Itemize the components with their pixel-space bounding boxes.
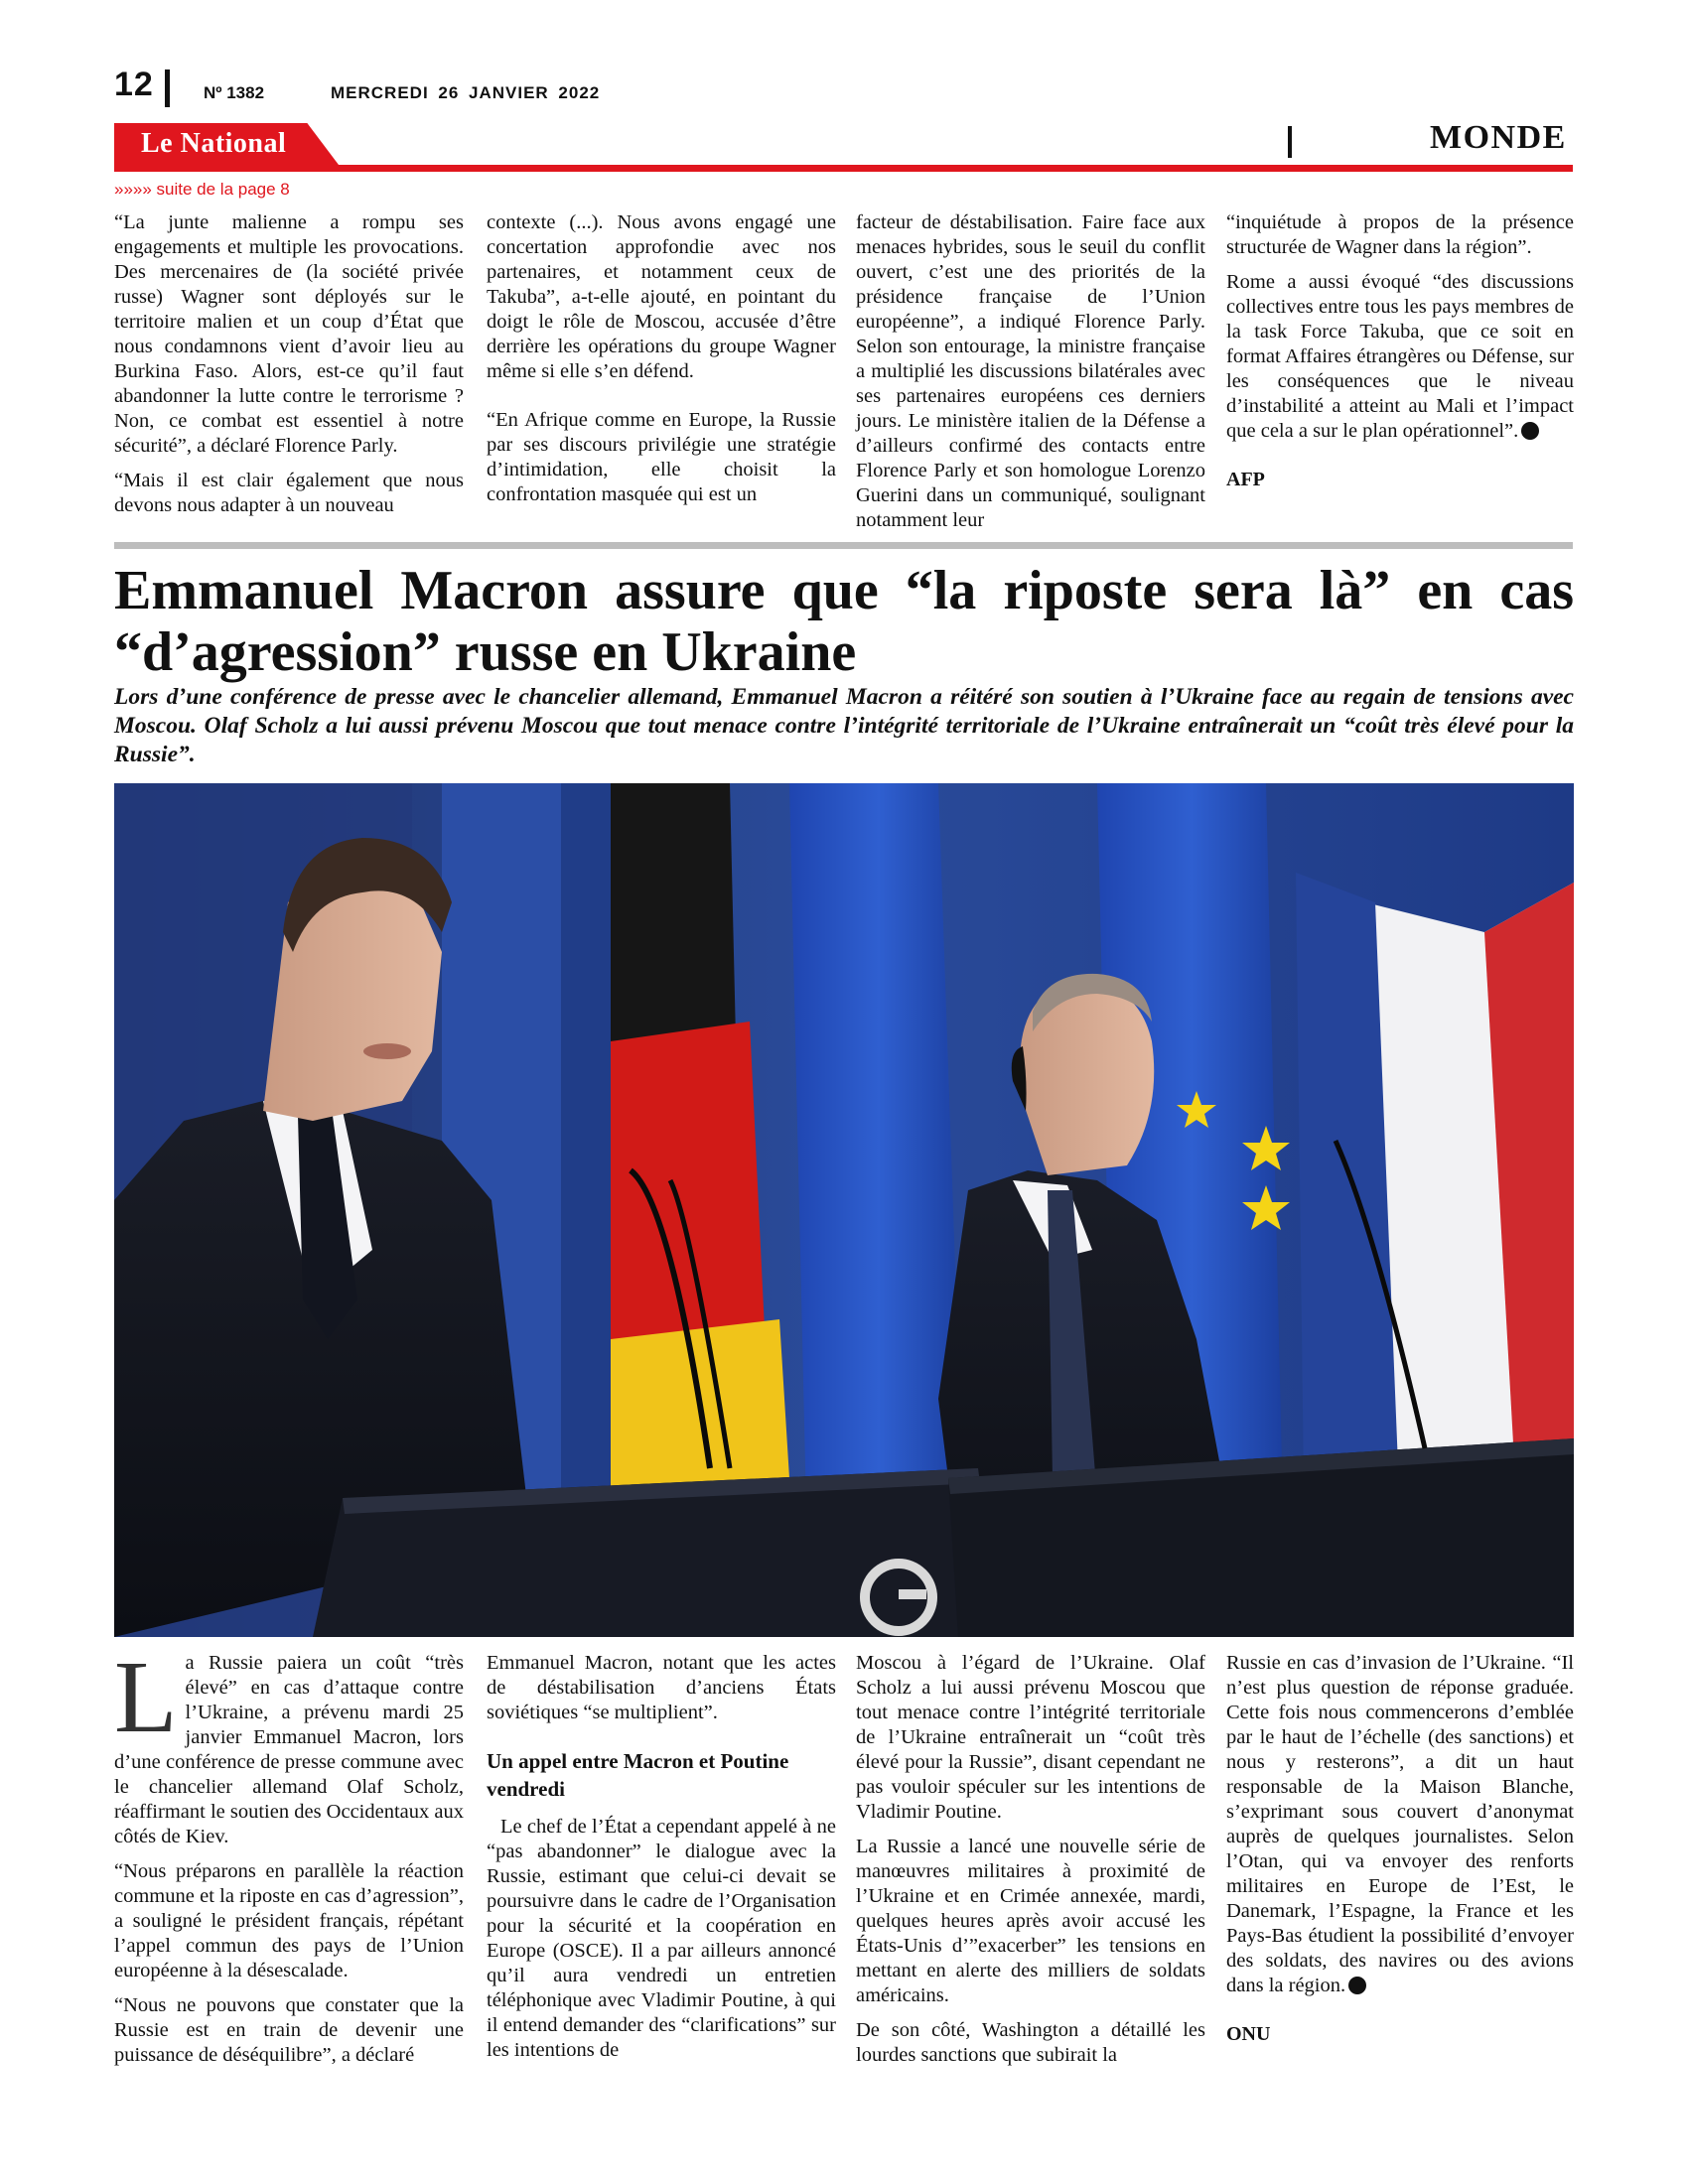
main-article-column-2 — [487, 1651, 836, 2073]
header-rule — [114, 165, 1573, 172]
paragraph: “En Afrique comme en Europe, la Russie par ses discours privilégie une stratégie d’intimidation, elle choisit la confrontation masquée qui est un — [487, 409, 836, 505]
page-number-divider — [165, 69, 170, 107]
paragraph: De son côté, Washington a détaillé les lourdes sanctions que subirait la — [856, 2019, 1205, 2066]
top-article-column-4 — [1226, 210, 1574, 502]
standfirst: Lors d’une conférence de presse avec le chancelier allemand, Emmanuel Macron a réitéré son soutien à l’Ukraine face au regain de tensions avec Moscou. Olaf Scholz a lui aussi prévenu Moscou que tout menace contre l’intégrité territoriale de l’Ukraine entraînerait un “coût très élevé pour la Russie”. — [114, 684, 1574, 767]
continued-from-link[interactable]: »»»» suite de la page 8 — [114, 180, 290, 199]
issue-number: Nº 1382 — [204, 83, 265, 102]
article-separator — [114, 542, 1573, 549]
top-article-column-2 — [487, 210, 836, 517]
subheading: Un appel entre Macron et Poutine vendredi — [487, 1749, 789, 1801]
press-conference-photo — [114, 783, 1574, 1637]
section-divider — [1288, 126, 1292, 158]
main-article-column-3 — [856, 1651, 1205, 2078]
main-article-column-1 — [114, 1640, 464, 2078]
top-article-column-3 — [856, 210, 1205, 543]
newspaper-logo-text: Le National — [141, 128, 287, 159]
paragraph: Moscou à l’égard de l’Ukraine. Olaf Scholz a lui aussi prévenu Moscou que tout menace contre l’intégrité territoriale de l’Ukraine entraînerait un “coût très élevé pour la Russie”, disant cependant ne pas vouloir spéculer sur les intentions de Vladimir Poutine. — [856, 1652, 1205, 1823]
paragraph: facteur de déstabilisation. Faire face aux menaces hybrides, sous le seuil du conflit ouvert, c’est une des priorités de la présidence française de l’Union européenne”, a indiqué Florence Parly. Selon son entourage, la ministre française a multiplié les discussions bilatérales avec ses partenaires européens ces derniers jours. Le ministère italien de la Défense a d’ailleurs confirmé des contacts entre Florence Parly et son homologue Lorenzo Guerini dans un communiqué, soulignant notamment leur — [856, 211, 1205, 531]
end-of-article-icon — [1521, 422, 1539, 440]
paragraph-text: Rome a aussi évoqué “des discussions collectives entre tous les pays membres de la task Force Takuba, que ce soit en format Affaires étrangères ou Défense, sur les conséquences que le niveau d’instabilité a atteint au Mali et l’impact que cela a sur le plan opérationnel”. — [1226, 271, 1574, 442]
paragraph: La Russie a lancé une nouvelle série de manœuvres militaires à proximité de l’Ukraine et en Crimée annexée, mardi, quelques heures après avoir accusé les États-Unis d’”exacerber” les tensions en mettant en alerte des milliers de soldats américains. — [856, 1836, 1205, 2006]
top-article-column-1 — [114, 210, 464, 528]
article-photo — [114, 783, 1574, 1637]
paragraph: Le chef de l’État a cependant appelé à ne “pas abandonner” le dialogue avec la Russie, estimant que celui-ci devait se poursuivre dans le cadre de l’Organisation pour la sécurité et la coopération en Europe (OSCE). Il a par ailleurs annoncé qu’il aura vendredi un entretien téléphonique avec Vladimir Poutine, à qui il entend demander des “clarifications” sur les intentions de — [487, 1816, 836, 2061]
end-of-article-icon — [1348, 1977, 1366, 1994]
paragraph: “Mais il est clair également que nous devons nous adapter à un nouveau — [114, 470, 464, 516]
paragraph-with-end-mark — [1226, 1651, 1574, 1998]
paragraph-text: a Russie paiera un coût “très élevé” en cas d’attaque contre l’Ukraine, a prévenu mardi 25 janvier Emmanuel Macron, lors d’une conférence de presse commune avec le chancelier allemand Olaf Scholz, réaffirmant le soutien des Occidentaux aux côtés de Kiev. — [114, 1652, 464, 1847]
paragraph: Emmanuel Macron, notant que les actes de déstabilisation d’anciens États soviétiques “se multiplient”. — [487, 1652, 836, 1723]
headline: Emmanuel Macron assure que “la riposte sera là” en cas “d’agression” russe en Ukraine — [114, 560, 1574, 683]
page-number: 12 — [114, 66, 154, 103]
issue-date: MERCREDI 26 JANVIER 2022 — [331, 83, 601, 102]
paragraph: “Nous préparons en parallèle la réaction commune et la riposte en cas d’agression”, a souligné le président français, répétant l’appel commun des pays de l’Union européenne à la désescalade. — [114, 1860, 464, 1981]
article-signature: AFP — [1226, 469, 1265, 490]
paragraph: “inquiétude à propos de la présence structurée de Wagner dans la région”. — [1226, 211, 1574, 258]
article-signature: ONU — [1226, 2023, 1271, 2045]
paragraph: “La junte malienne a rompu ses engagements et multiple les provocations. Des mercenaires de (la société privée russe) Wagner sont déployés sur le territoire malien et un coup d’État que nous condamnons vient d’avoir lieu au Burkina Faso. Alors, est-ce qu’il faut abandonner la lutte contre le terrorisme ? Non, ce combat est essentiel à notre sécurité”, a déclaré Florence Parly. — [114, 211, 464, 457]
drop-cap: L — [114, 1640, 178, 1754]
main-article-column-4 — [1226, 1651, 1574, 2057]
paragraph-with-drop-cap — [114, 1640, 464, 1849]
paragraph: contexte (...). Nous avons engagé une concertation approfondie avec nos partenaires, et notamment ceux de Takuba”, a-t-elle ajouté, en pointant du doigt le rôle de Moscou, accusée d’être derrière les opérations du groupe Wagner même si elle s’en défend. — [487, 211, 836, 382]
paragraph: “Nous ne pouvons que constater que la Russie est en train de devenir une puissance de déséquilibre”, a déclaré — [114, 1994, 464, 2066]
paragraph-with-end-mark — [1226, 270, 1574, 444]
paragraph-text: Russie en cas d’invasion de l’Ukraine. “Il n’est plus question de réponse graduée. Cette fois nous commencerons d’emblée par le haut de l’échelle (des sanctions) et nous y resterons”, a dit un haut responsable de la Maison Blanche, s’exprimant sous couvert d’anonymat auprès de quelques journalistes. Selon l’Otan, qui va envoyer des renforts militaires en Europe de l’Est, le Danemark, l’Espagne, la France et les Pays-Bas étudient la possibilité d’envoyer des soldats, des navires ou des avions dans la région. — [1226, 1652, 1574, 1996]
section-title: MONDE — [1430, 119, 1567, 156]
